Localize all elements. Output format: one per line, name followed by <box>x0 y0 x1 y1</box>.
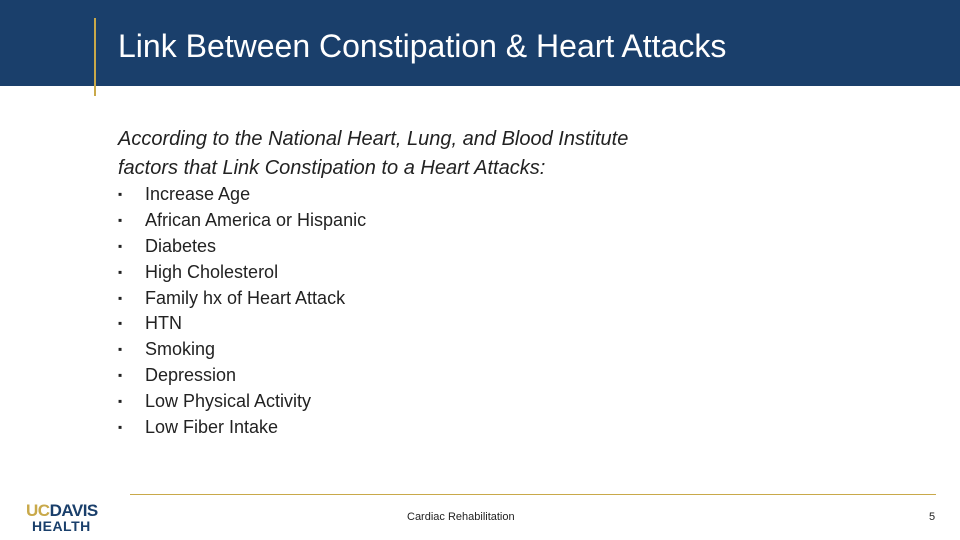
footer-label: Cardiac Rehabilitation <box>407 511 515 523</box>
intro-line: factors that Link Constipation to a Heart Attacks: <box>118 157 546 179</box>
bullet-icon: ▪ <box>118 264 123 279</box>
intro-text <box>118 125 818 183</box>
factor-text: Increase Age <box>145 184 251 204</box>
factor-text: Low Physical Activity <box>145 391 312 412</box>
page-number: 5 <box>929 511 936 523</box>
factor-text: High Cholesterol <box>145 261 279 282</box>
bullet-icon: ▪ <box>118 316 123 331</box>
footer-divider <box>130 494 936 495</box>
title-bar <box>0 0 960 86</box>
intro-line: According to the National Heart, Lung, and Blood Institute <box>118 128 629 150</box>
bullet-icon: ▪ <box>118 394 123 409</box>
bullet-icon: ▪ <box>118 420 123 435</box>
accent-divider <box>94 18 96 96</box>
factor-text: HTN <box>145 313 182 334</box>
slide-title: Link Between Constipation & Heart Attacks <box>118 28 727 64</box>
factor-text: Family hx of Heart Attack <box>145 287 346 308</box>
factor-text: Low Fiber Intake <box>145 417 279 438</box>
bullet-icon: ▪ <box>118 368 123 383</box>
uc-davis-health-logo <box>26 502 106 534</box>
bullet-icon: ▪ <box>118 290 123 305</box>
logo-davis: DAVIS <box>49 501 98 520</box>
bullet-icon: ▪ <box>118 342 123 357</box>
bullet-icon: ▪ <box>118 212 123 227</box>
logo-uc: UC <box>26 501 50 520</box>
bullet-icon: ▪ <box>118 187 123 201</box>
factor-text: Diabetes <box>145 235 217 256</box>
factor-text: Depression <box>145 365 237 386</box>
logo-wordmark <box>26 502 98 519</box>
factor-text: Smoking <box>145 339 216 360</box>
factor-text: African America or Hispanic <box>145 209 367 230</box>
bullet-icon: ▪ <box>118 238 123 253</box>
logo-health: HEALTH <box>32 518 91 534</box>
